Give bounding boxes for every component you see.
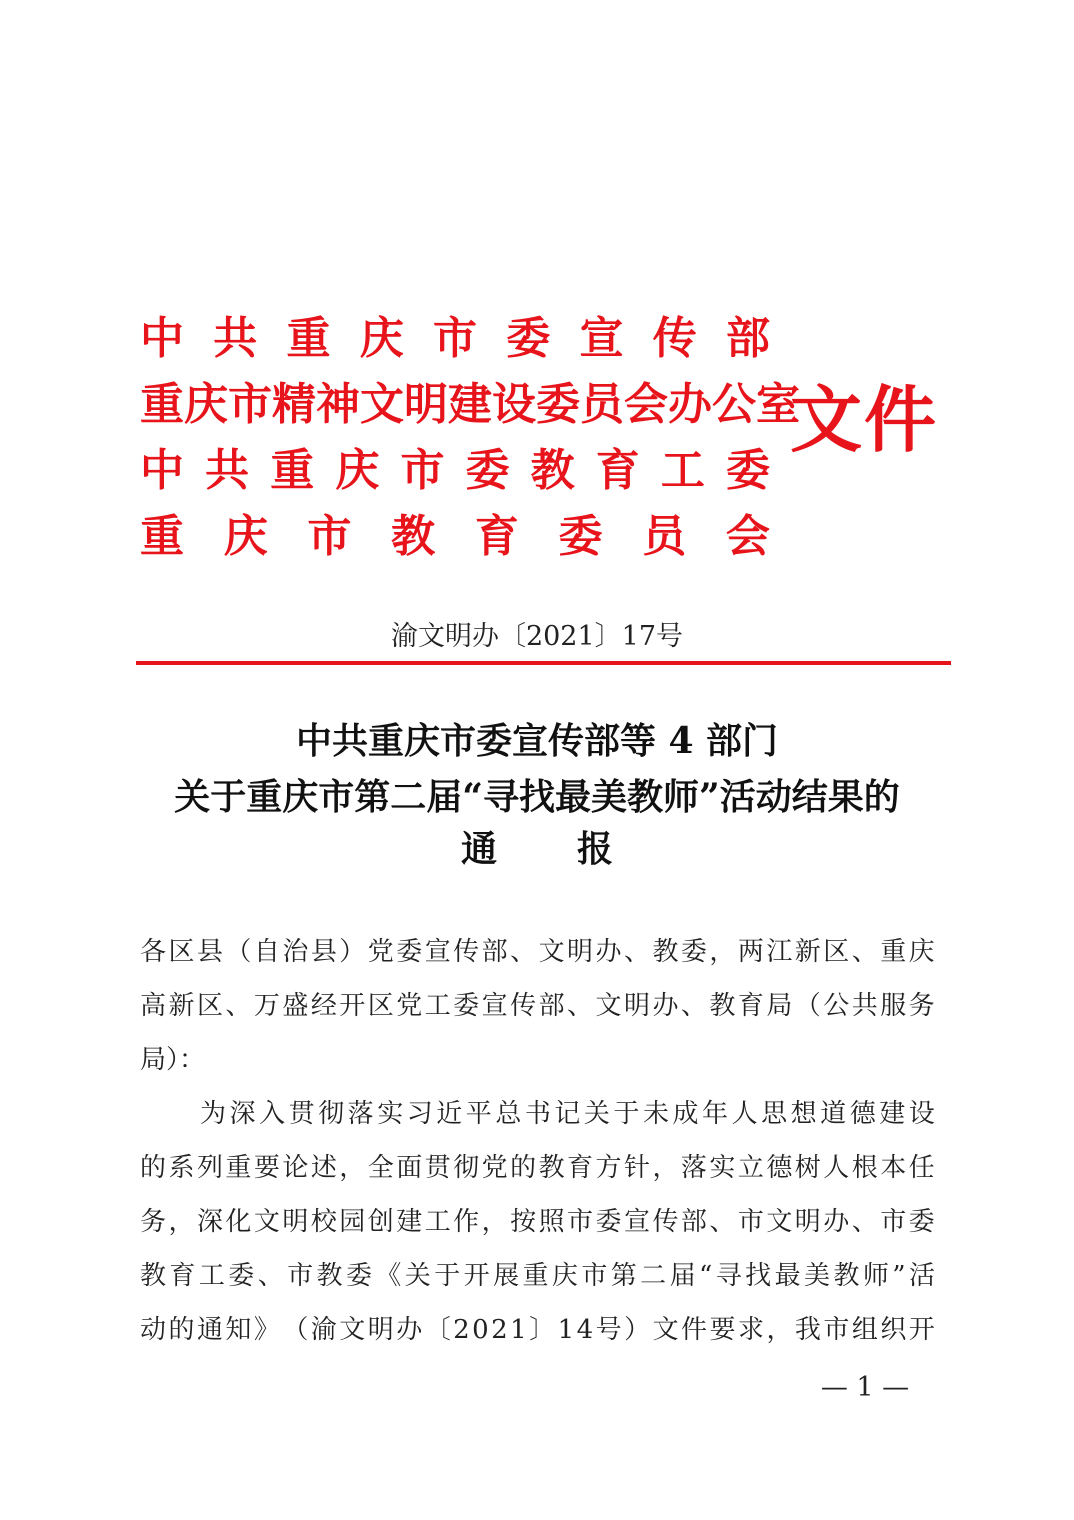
document-type-label: 文件: [790, 377, 939, 462]
title-line-2: 关于重庆市第二届“寻找最美教师”活动结果的: [174, 776, 900, 818]
red-separator-line: [136, 661, 951, 665]
document-body: [140, 925, 935, 1357]
issuer-line-4: 重 庆 市 教 育 委 员 会: [140, 511, 770, 562]
issuer-block: [140, 306, 800, 570]
page-number: — 1 —: [820, 1372, 910, 1403]
paragraph-line-2: 的 系 列 重 要 论 述 ， 全 面 贯 彻 党 的 教 育 方 针 ， 落 实 立 德 树 人 根 本 任: [140, 1153, 935, 1183]
title-line-3: 通报: [460, 828, 693, 870]
paragraph-line-3: 务 ， 深 化 文 明 校 园 创 建 工 作 ， 按 照 市 委 宣 传 部 、 市 文 明 办 、 市 委: [140, 1207, 935, 1237]
addressee-line-3: 局）：: [140, 1045, 206, 1075]
paragraph-line-4: 教 育 工 委 、 市 教 委 《 关 于 开 展 重 庆 市 第 二 届 “ 寻 找 最 美 教 师 ” 活: [140, 1261, 935, 1291]
paragraph-line-5: 动 的 通 知 》 （ 渝 文 明 办 〔 2 0 2 1 〕 1 4 号 ） 文 件 要 求 ， 我 市 组 织 开: [140, 1315, 935, 1345]
paragraph-line-1: 为 深 入 贯 彻 落 实 习 近 平 总 书 记 关 于 未 成 年 人 思 想 道 德 建 设: [200, 1099, 935, 1129]
issuer-line-1: 中 共 重 庆 市 委 宣 传 部: [140, 313, 770, 364]
issuer-line-3: 中 共 重 庆 市 委 教 育 工 委: [140, 445, 770, 496]
title-line-1: 中共重庆市委宣传部等 4 部门: [295, 720, 779, 762]
document-number: 渝文明办〔2021〕17号: [390, 621, 684, 652]
issuer-line-2: 重 庆 市 精 神 文 明 建 设 委 员 会 办 公 室: [140, 379, 800, 430]
addressee-line-1: 各 区 县 （ 自 治 县 ） 党 委 宣 传 部 、 文 明 办 、 教 委 ， 两 江 新 区 、 重 庆: [140, 937, 935, 967]
addressee-line-2: 高 新 区 、 万 盛 经 开 区 党 工 委 宣 传 部 、 文 明 办 、 教 育 局 （ 公 共 服 务: [140, 991, 935, 1021]
